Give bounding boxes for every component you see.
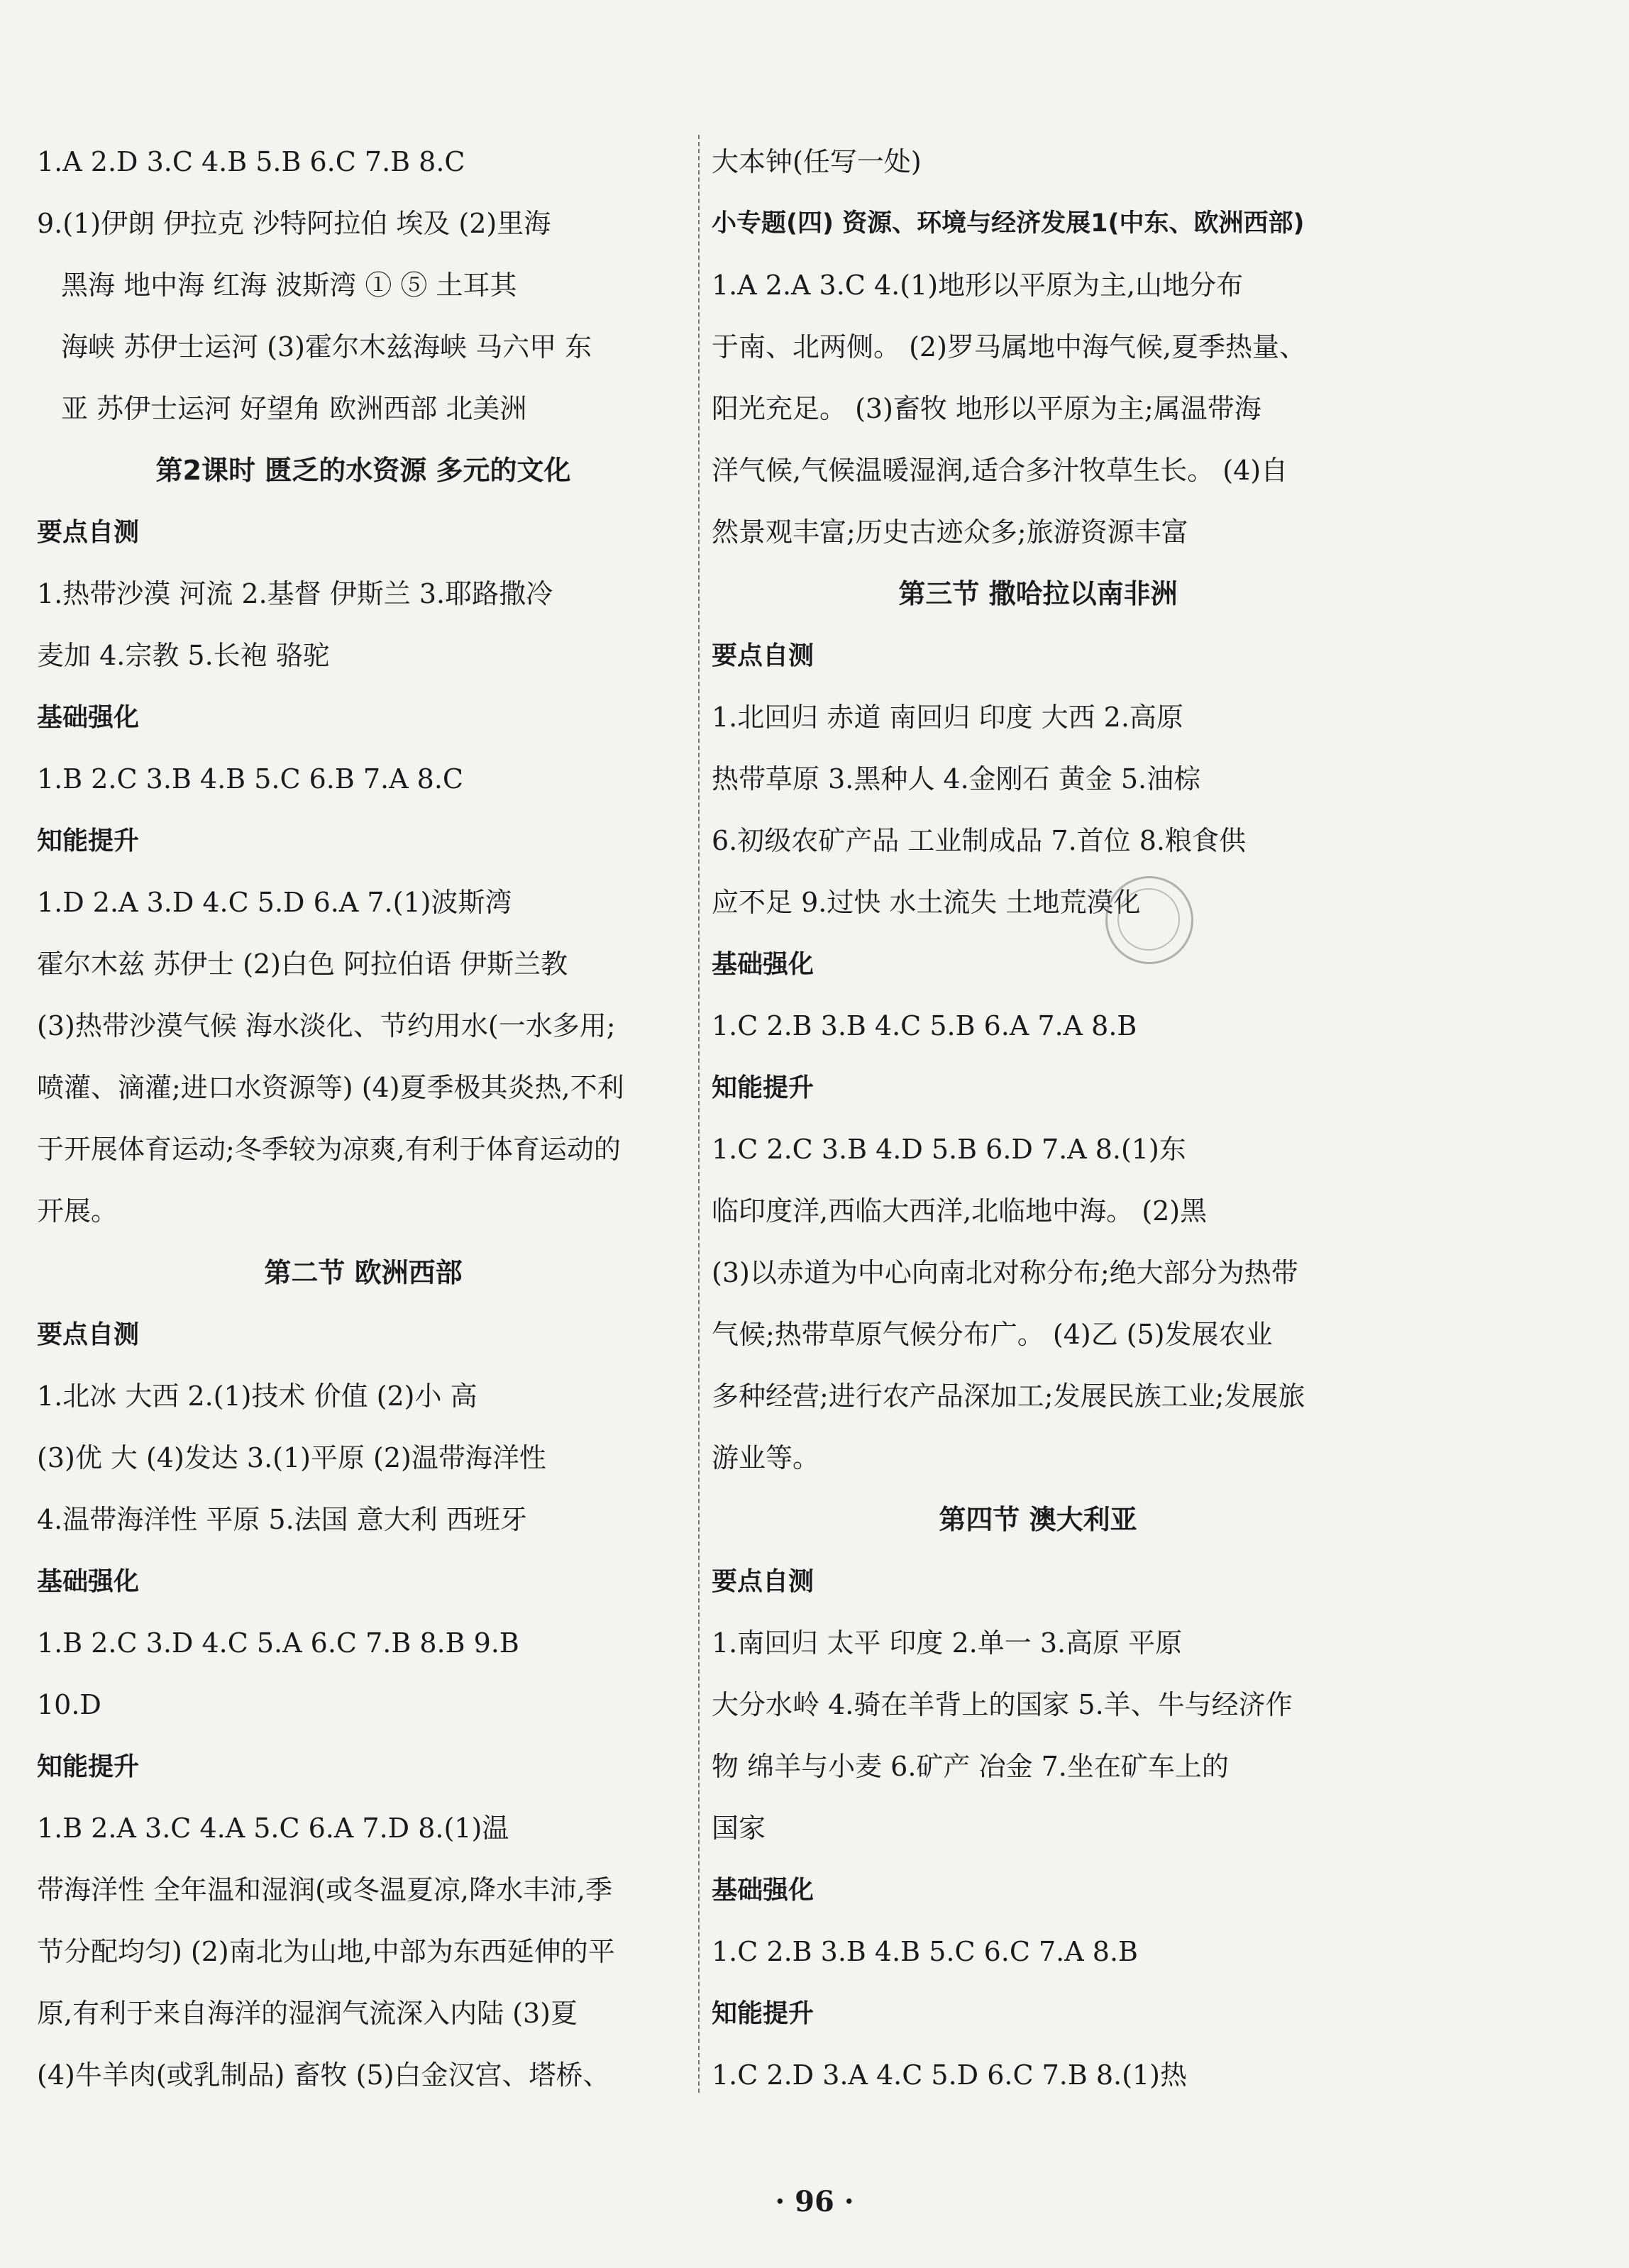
answer-line: 带海洋性 全年温和湿润(或冬温夏凉,降水丰沛,季 [37, 1874, 613, 1905]
answer-line: 6.初级农矿产品 工业制成品 7.首位 8.粮食供 [712, 825, 1247, 856]
answer-line: 10.D [37, 1689, 101, 1720]
answer-line: (3)优 大 (4)发达 3.(1)平原 (2)温带海洋性 [37, 1442, 546, 1473]
answer-line: 1.B 2.C 3.B 4.B 5.C 6.B 7.A 8.C [37, 763, 463, 795]
answer-line: 1.B 2.A 3.C 4.A 5.C 6.A 7.D 8.(1)温 [37, 1813, 509, 1844]
subsection-heading: 知能提升 [712, 1999, 814, 2028]
subsection-heading: 基础强化 [712, 950, 814, 979]
answer-line: 临印度洋,西临大西洋,北临地中海。 (2)黑 [712, 1195, 1208, 1227]
answer-line: 9.(1)伊朗 伊拉克 沙特阿拉伯 埃及 (2)里海 [37, 208, 551, 239]
answer-line: 1.B 2.C 3.D 4.C 5.A 6.C 7.B 8.B 9.B [37, 1627, 519, 1659]
answer-line: (4)牛羊肉(或乳制品) 畜牧 (5)白金汉宫、塔桥、 [37, 2059, 610, 2091]
answer-line: 气候;热带草原气候分布广。 (4)乙 (5)发展农业 [712, 1319, 1273, 1350]
answer-line: 1.A 2.D 3.C 4.B 5.B 6.C 7.B 8.C [37, 146, 465, 177]
left-column [37, 131, 690, 2106]
subsection-heading: 知能提升 [37, 1752, 140, 1781]
topic-title: 小专题(四) 资源、环境与经济发展1(中东、欧洲西部) [712, 209, 1305, 238]
column-divider [698, 135, 700, 2093]
right-column [712, 131, 1364, 2106]
homework-stamp [1105, 876, 1193, 964]
subsection-heading: 知能提升 [37, 826, 140, 856]
answer-line: 于开展体育运动;冬季较为凉爽,有利于体育运动的 [37, 1134, 621, 1165]
answer-line: 1.A 2.A 3.C 4.(1)地形以平原为主,山地分布 [712, 270, 1244, 301]
answer-line: 麦加 4.宗教 5.长袍 骆驼 [37, 640, 330, 671]
section-title: 第四节 澳大利亚 [939, 1504, 1137, 1535]
subsection-heading: 要点自测 [37, 1320, 140, 1349]
subsection-heading: 基础强化 [37, 1567, 140, 1596]
subsection-heading: 要点自测 [37, 518, 140, 547]
answer-line: (3)热带沙漠气候 海水淡化、节约用水(一水多用; [37, 1010, 616, 1041]
section-title: 第二节 欧洲西部 [264, 1257, 463, 1288]
answer-line: 于南、北两侧。 (2)罗马属地中海气候,夏季热量、 [712, 331, 1306, 363]
subsection-heading: 基础强化 [712, 1876, 814, 1905]
answer-line: 1.C 2.D 3.A 4.C 5.D 6.C 7.B 8.(1)热 [712, 2059, 1187, 2091]
answer-line: 大本钟(任写一处) [712, 146, 922, 177]
answer-line: 原,有利于来自海洋的湿润气流深入内陆 (3)夏 [37, 1998, 578, 2029]
answer-line: 1.C 2.B 3.B 4.C 5.B 6.A 7.A 8.B [712, 1010, 1137, 1041]
answer-line: 游业等。 [712, 1442, 820, 1473]
answer-line: 节分配均匀) (2)南北为山地,中部为东西延伸的平 [37, 1936, 615, 1967]
subsection-heading: 知能提升 [712, 1073, 814, 1102]
answer-line: 1.C 2.B 3.B 4.B 5.C 6.C 7.A 8.B [712, 1936, 1138, 1967]
answer-line: 1.南回归 太平 印度 2.单一 3.高原 平原 [712, 1627, 1183, 1659]
answer-line: 国家 [712, 1813, 766, 1844]
answer-line: 1.热带沙漠 河流 2.基督 伊斯兰 3.耶路撒冷 [37, 578, 553, 609]
subsection-heading: 要点自测 [712, 641, 814, 670]
answer-line: 喷灌、滴灌;进口水资源等) (4)夏季极其炎热,不利 [37, 1072, 624, 1103]
answer-line: 开展。 [37, 1195, 118, 1227]
answer-line: 热带草原 3.黑种人 4.金刚石 黄金 5.油棕 [712, 763, 1201, 795]
answer-line: 1.C 2.C 3.B 4.D 5.B 6.D 7.A 8.(1)东 [712, 1134, 1186, 1165]
answer-line: 物 绵羊与小麦 6.矿产 冶金 7.坐在矿车上的 [712, 1751, 1229, 1782]
answer-line: 大分水岭 4.骑在羊背上的国家 5.羊、牛与经济作 [712, 1689, 1293, 1720]
answer-line: 1.北回归 赤道 南回归 印度 大西 2.高原 [712, 702, 1183, 733]
answer-line: (3)以赤道为中心向南北对称分布;绝大部分为热带 [712, 1257, 1298, 1288]
section-title: 第三节 撒哈拉以南非洲 [898, 578, 1178, 609]
answer-line: 4.温带海洋性 平原 5.法国 意大利 西班牙 [37, 1504, 527, 1535]
answer-line: 1.北冰 大西 2.(1)技术 价值 (2)小 高 [37, 1381, 477, 1412]
answer-line: 应不足 9.过快 水土流失 土地荒漠化 [712, 887, 1141, 918]
answer-line: 海峡 苏伊士运河 (3)霍尔木兹海峡 马六甲 东 [61, 331, 592, 363]
subsection-heading: 基础强化 [37, 703, 140, 732]
answer-line: 阳光充足。 (3)畜牧 地形以平原为主;属温带海 [712, 393, 1261, 424]
answer-line: 霍尔木兹 苏伊士 (2)白色 阿拉伯语 伊斯兰教 [37, 948, 568, 980]
page-number: · 96 · [775, 2185, 854, 2218]
answer-line: 洋气候,气候温暖湿润,适合多汁牧草生长。 (4)自 [712, 455, 1288, 486]
answer-line: 黑海 地中海 红海 波斯湾 ① ⑤ 土耳其 [61, 270, 517, 301]
section-title: 第2课时 匮乏的水资源 多元的文化 [155, 455, 571, 486]
subsection-heading: 要点自测 [712, 1567, 814, 1596]
answer-line: 1.D 2.A 3.D 4.C 5.D 6.A 7.(1)波斯湾 [37, 887, 512, 918]
answer-line: 多种经营;进行农产品深加工;发展民族工业;发展旅 [712, 1381, 1305, 1412]
answer-line: 然景观丰富;历史古迹众多;旅游资源丰富 [712, 516, 1188, 548]
answer-line: 亚 苏伊士运河 好望角 欧洲西部 北美洲 [61, 393, 527, 424]
